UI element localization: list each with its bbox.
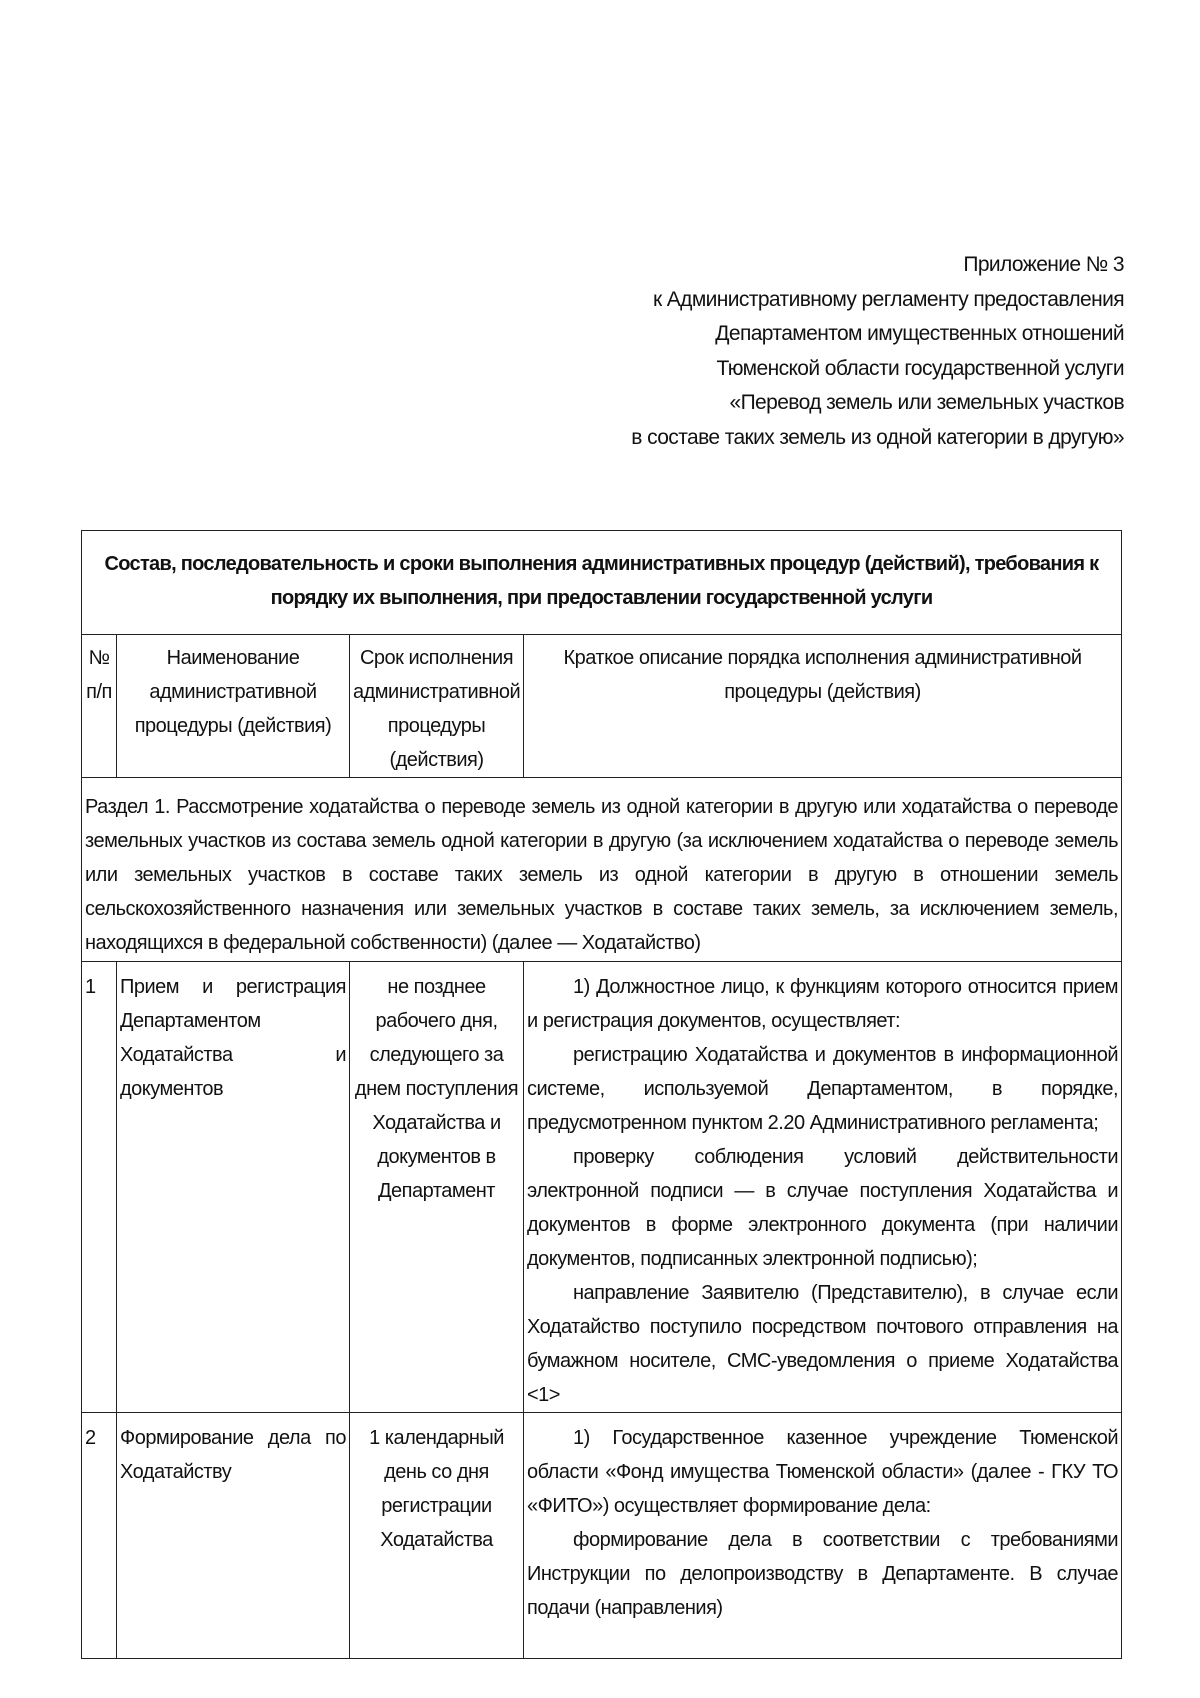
desc-paragraph: формирование дела в соответствии с требованиями Инструкции по делопроизводству в Департаменте. В случае подачи (направления) (527, 1529, 1119, 1619)
appendix-line: Департаментом имущественных отношений (715, 322, 1124, 345)
desc-paragraph: 1) Должностное лицо, к функциям которого относится прием и регистрация документов, осуществляет: (527, 976, 1119, 1032)
appendix-line: Тюменской области государственной услуги (716, 356, 1124, 380)
table-row (82, 1413, 1122, 1659)
section-row (82, 778, 1122, 962)
row-name: Прием и регистрация Департаментом Ходатайства и документов (117, 962, 350, 1413)
row-num: 1 (82, 962, 117, 1413)
header-term: Срок исполнения административной процедуры (действия) (350, 635, 524, 778)
appendix-line: в составе таких земель из одной категории в другую» (631, 425, 1124, 449)
table-header-row (82, 635, 1122, 778)
desc-paragraph: 1) Государственное казенное учреждение Тюменской области «Фонд имущества Тюменской области» (далее - ГКУ ТО «ФИТО») осуществляет формирование дела: (527, 1427, 1119, 1517)
section-title: Раздел 1. Рассмотрение ходатайства о переводе земель из одной категории в другую или ходатайства о переводе земельных участков из состава земель одной категории в другую (за исключением ходатайства о переводе земель или земельных участков в составе таких земель из одной категории в другую в отношении земель сельскохозяйственного назначения или земельных участков в составе таких земель, за исключением земель, находящихся в федеральной собственности) (далее — Ходатайство) (82, 778, 1122, 962)
appendix-heading (564, 248, 1124, 455)
table-title-row (82, 531, 1122, 635)
row-num: 2 (82, 1413, 117, 1659)
row-term: 1 календарный день со дня регистрации Ходатайства (350, 1413, 524, 1659)
desc-paragraph: направление Заявителю (Представителю), в случае если Ходатайство поступило посредством почтового отправления на бумажном носителе, СМС-уведомления о приеме Ходатайства <1> (527, 1282, 1119, 1406)
row-name: Формирование дела по Ходатайству (117, 1413, 350, 1659)
row-term: не позднее рабочего дня, следующего за днем поступления Ходатайства и документов в Департамент (350, 962, 524, 1413)
row-desc (524, 962, 1122, 1413)
procedures-table (81, 530, 1122, 1659)
table-row (82, 962, 1122, 1413)
table-title: Состав, последовательность и сроки выполнения административных процедур (действий), требования к порядку их выполнения, при предоставлении государственной услуги (82, 531, 1122, 635)
desc-paragraph: проверку соблюдения условий действительности электронной подписи — в случае поступления Ходатайства и документов в форме электронного документа (при наличии документов, подписанных электронной подписью); (527, 1146, 1119, 1270)
appendix-line: к Административному регламенту предоставления (652, 287, 1124, 311)
appendix-line: «Перевод земель или земельных участков (729, 391, 1124, 414)
desc-paragraph: регистрацию Ходатайства и документов в информационной системе, используемой Департаментом, в порядке, предусмотренном пунктом 2.20 Административного регламента; (527, 1044, 1119, 1134)
header-num: № п/п (82, 635, 117, 778)
header-desc: Краткое описание порядка исполнения административной процедуры (действия) (524, 635, 1122, 778)
row-desc (524, 1413, 1122, 1659)
header-name: Наименование административной процедуры (действия) (117, 635, 350, 778)
appendix-line: Приложение № 3 (963, 253, 1124, 276)
